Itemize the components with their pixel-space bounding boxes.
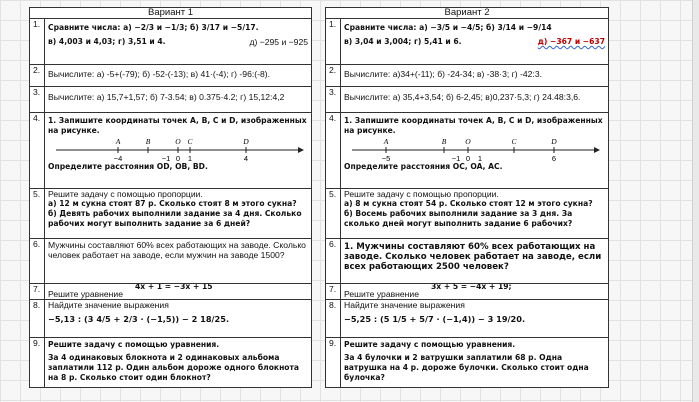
tick-label: −5 xyxy=(381,154,391,162)
task-text: Вычислите: а) 35,4+3,54; б) 6-2,45; в)0,237·5,3; г) 24.48:3,6. xyxy=(341,87,609,113)
task-row xyxy=(30,239,312,284)
task-row xyxy=(30,189,312,239)
task-text: в) 3,04 и 3,004; г) 5,41 и 6. xyxy=(344,37,462,46)
task-text: Решите задачу с помощью пропорции. xyxy=(344,189,499,199)
variant-1-title: Вариант 1 xyxy=(30,8,312,19)
task-row xyxy=(30,284,312,300)
task-number: 7. xyxy=(30,284,45,300)
task-text: Вычислите: а)34+(-11); б) -24-34; в) -38·3; г) -42:3. xyxy=(341,65,609,87)
task-row xyxy=(326,113,609,189)
task-text: Найдите значение выражения xyxy=(344,300,465,310)
task-text: За 4 одинаковых блокнота и 2 одинаковых альбома заплатили 112 р. Один альбом дороже одного блокнота на 8 р. Сколько стоит один блокнот? xyxy=(48,353,300,382)
task-number: 7. xyxy=(326,284,341,300)
task-text: Решите уравнение xyxy=(344,289,420,299)
task-text: д) −367 и −637 xyxy=(537,37,606,46)
task-row xyxy=(326,300,609,338)
point-label: O xyxy=(465,137,471,146)
scrollbar-track[interactable] xyxy=(692,0,699,402)
task-row xyxy=(326,87,609,113)
task-number: 9. xyxy=(326,338,341,388)
task-text: Найдите значение выражения xyxy=(48,300,169,310)
task-row xyxy=(30,19,312,65)
task-text: Вычислите: а) 15,7+1,57; б) 7-3.54; в) 0.375·4.2; г) 15,12:4,2 xyxy=(45,87,312,113)
task-number: 6. xyxy=(326,239,341,284)
task-text: Решите уравнение xyxy=(48,289,124,299)
point-label: C xyxy=(187,137,193,146)
task-number: 1. xyxy=(30,19,45,65)
task-number: 3. xyxy=(30,87,45,113)
variant-2-table xyxy=(325,7,609,388)
number-line-svg xyxy=(48,136,310,162)
tick-label: −1 xyxy=(161,154,171,162)
task-number: 8. xyxy=(326,300,341,338)
point-label: A xyxy=(115,137,121,146)
expression: −5,25 : (5 1/5 + 5/7 · (−1,4)) − 3 19/20. xyxy=(344,314,526,324)
task-text: Решите задачу с помощью пропорции. xyxy=(48,189,203,199)
task-text: а) 8 м сукна стоят 54 р. Сколько стоят 12 м этого сукна? xyxy=(344,199,593,208)
task-text: Определите расстояния OD, OB, BD. xyxy=(48,162,208,171)
number-line xyxy=(48,136,308,162)
task-text: Сравните числа: а) −3/5 и −4/5; б) 3/14 и −9/14 xyxy=(344,23,552,32)
task-number: 2. xyxy=(30,65,45,87)
task-row xyxy=(326,189,609,239)
task-text: Мужчины составляют 60% всех работающих на заводе. Сколько человек работает на заводе, если мужчин на заводе 1500? xyxy=(45,239,312,284)
task-number: 3. xyxy=(326,87,341,113)
tick-label: −1 xyxy=(451,154,461,162)
point-label: B xyxy=(145,137,151,146)
task-text: б) Восемь рабочих выполнили задание за 3 дня. За сколько дней могут выполнить задание 6 рабочих? xyxy=(344,209,573,228)
task-text: а) 12 м сукна стоят 87 р. Сколько стоят 8 м этого сукна? xyxy=(48,199,297,208)
task-row xyxy=(30,113,312,189)
tick-label: 6 xyxy=(551,154,557,162)
task-row xyxy=(326,19,609,65)
task-number: 1. xyxy=(326,19,341,65)
task-row xyxy=(326,65,609,87)
point-label: C xyxy=(511,137,517,146)
equation: 4x + 1 = −3x + 15 xyxy=(135,283,213,291)
task-text: Сравните числа: а) −2/3 и −1/3; б) 3/17 и −5/17. xyxy=(48,23,259,32)
task-number: 2. xyxy=(326,65,341,87)
point-label: B xyxy=(441,137,447,146)
tick-label: 1 xyxy=(477,154,483,162)
tick-label: 0 xyxy=(175,154,181,162)
task-number: 8. xyxy=(30,300,45,338)
task-text: б) Девять рабочих выполнили задание за 4 дня. Сколько рабочих могут выполнить задание за 6 дней? xyxy=(48,209,302,228)
task-number: 5. xyxy=(326,189,341,239)
task-text: Решите задачу с помощью уравнения. xyxy=(344,340,516,349)
task-row xyxy=(30,300,312,338)
task-number: 6. xyxy=(30,239,45,284)
task-text: 1. Мужчины составляют 60% всех работающих на заводе. Сколько человек работает на заводе, если всех работающих 2500 человек? xyxy=(341,239,609,284)
point-label: O xyxy=(175,137,181,146)
point-label: D xyxy=(551,137,557,146)
task-text: Определите расстояния OC, OA, AC. xyxy=(344,162,503,171)
task-text: Решите задачу с помощью уравнения. xyxy=(48,340,220,349)
task-text: в) 4,003 и 4,03; г) 3,51 и 4. xyxy=(48,37,166,46)
task-number: 4. xyxy=(30,113,45,189)
task-text: Вычислите: а) -5+(-79); б) -52-(-13); в) 41·(-4); г) -96:(-8). xyxy=(45,65,312,87)
task-text: 1. Запишите координаты точек A, B, C и D, изображенных на рисунке. xyxy=(344,116,603,135)
task-row xyxy=(326,239,609,284)
tick-label: 0 xyxy=(465,154,471,162)
task-row xyxy=(30,65,312,87)
number-line-svg xyxy=(344,136,606,162)
tick-label: −4 xyxy=(113,154,123,162)
task-number: 9. xyxy=(30,338,45,388)
variant-2-title: Вариант 2 xyxy=(326,8,609,19)
task-text: д) −295 и −925 xyxy=(249,37,309,47)
tick-label: 1 xyxy=(187,154,193,162)
task-row xyxy=(30,87,312,113)
task-number: 4. xyxy=(326,113,341,189)
expression: −5,13 : (3 4/5 + 2/3 · (−1,5)) − 2 18/25. xyxy=(48,314,230,324)
task-text: За 4 булочки и 2 ватрушки заплатили 68 р. Одна ватрушка на 4 р. дороже булочки. Сколько стоит одна булочка? xyxy=(344,353,589,382)
equation: 3x + 5 = −4x + 19; xyxy=(431,283,512,291)
variant-1-table xyxy=(29,7,312,388)
number-line xyxy=(344,136,605,162)
tick-label: 4 xyxy=(243,154,249,162)
task-row xyxy=(326,338,609,388)
task-row xyxy=(30,338,312,388)
task-row xyxy=(326,284,609,300)
point-label: D xyxy=(243,137,249,146)
point-label: A xyxy=(383,137,389,146)
task-text: 1. Запишите координаты точек A, B, C и D, изображенных на рисунке. xyxy=(48,116,307,135)
task-number: 5. xyxy=(30,189,45,239)
